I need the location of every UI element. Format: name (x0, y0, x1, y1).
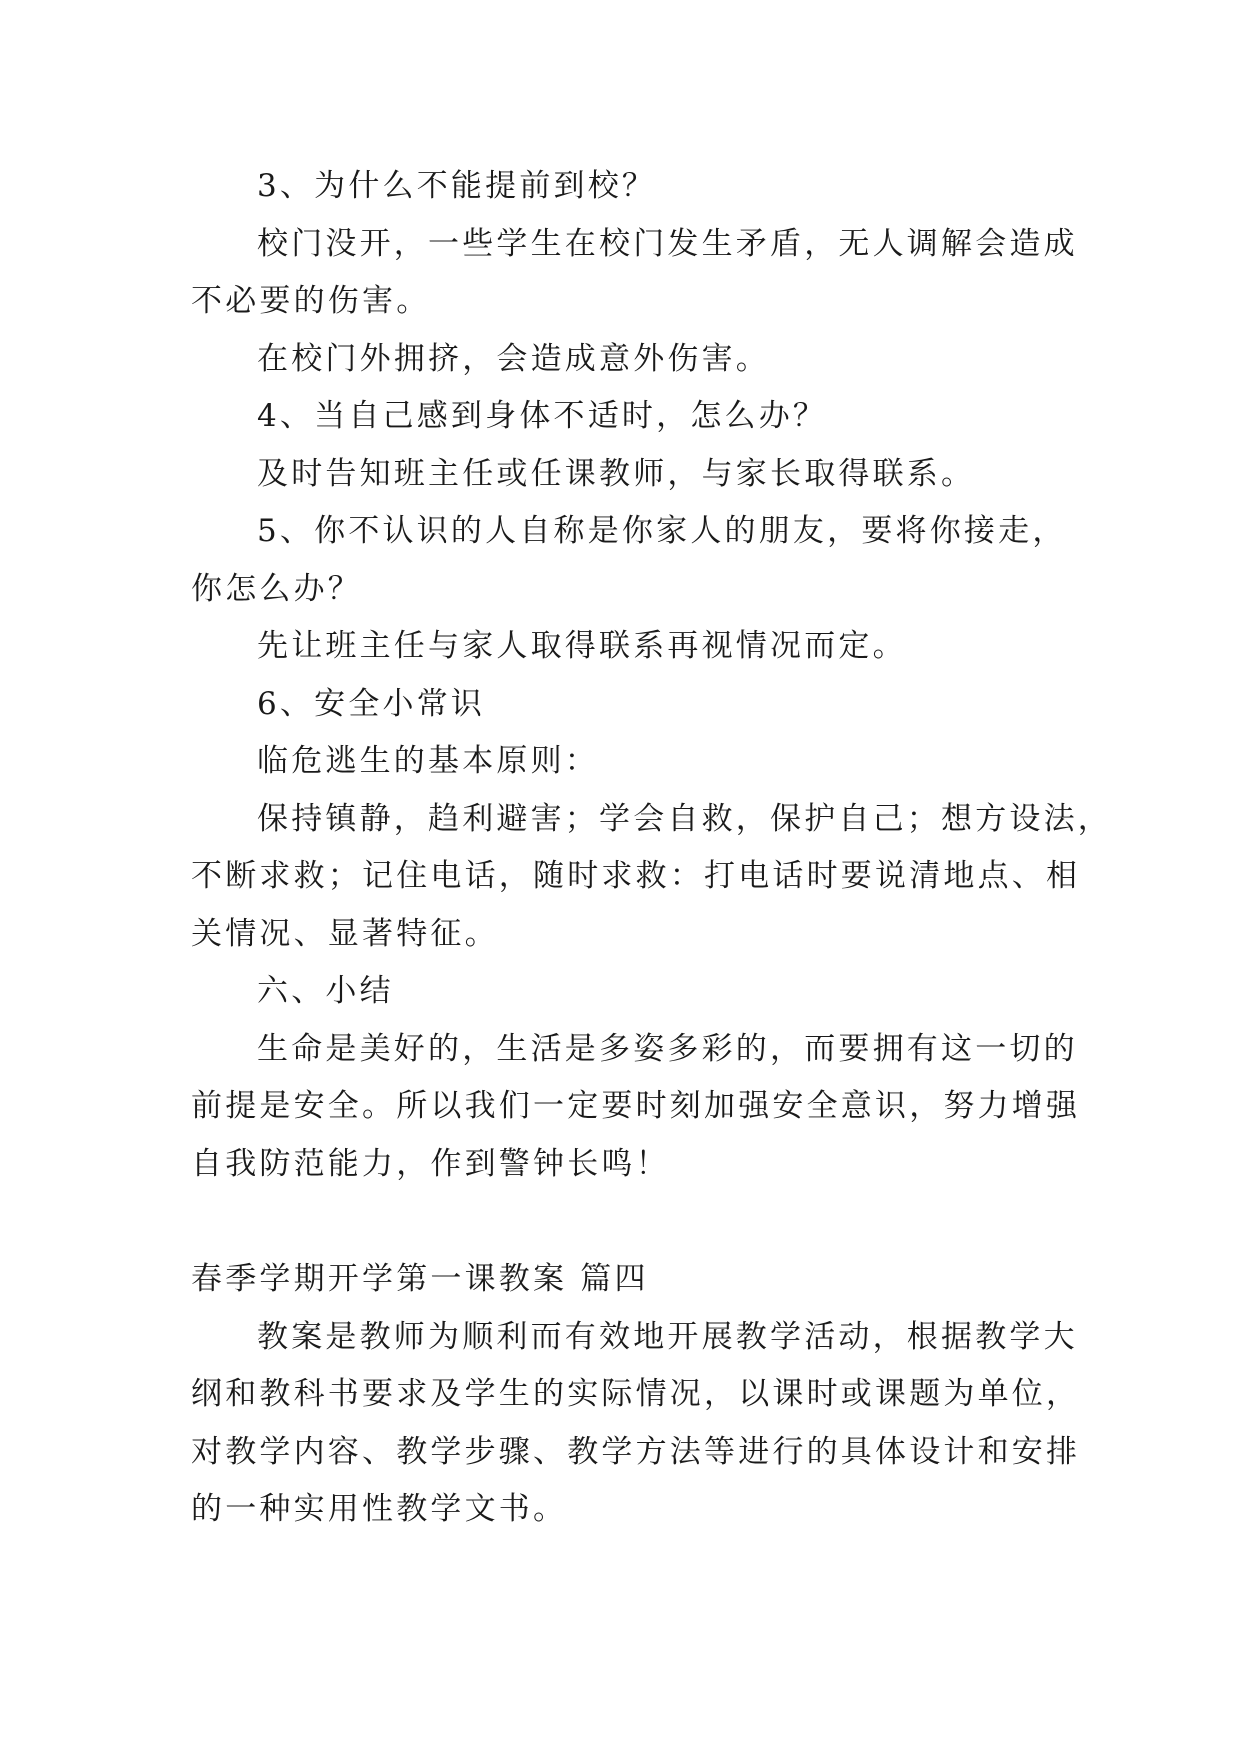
section-title-part-4: 春季学期开学第一课教案 篇四 (191, 1261, 649, 1297)
question-3: 3、为什么不能提前到校？ (257, 168, 657, 204)
summary-line-2: 前提是安全。所以我们一定要时刻加强安全意识，努力增强 (191, 1088, 1081, 1124)
summary-heading: 六、小结 (257, 973, 394, 1009)
escape-principles-line-3: 关情况、显著特征。 (191, 916, 499, 952)
question-4: 4、当自己感到身体不适时，怎么办？ (257, 398, 828, 434)
summary-line-3: 自我防范能力，作到警钟长鸣！ (191, 1146, 670, 1182)
answer-5: 先让班主任与家人取得联系再视情况而定。 (257, 628, 907, 664)
question-5-line-2: 你怎么办？ (191, 571, 362, 607)
summary-line-1: 生命是美好的，生活是多姿多彩的，而要拥有这一切的 (257, 1031, 1078, 1067)
intro-line-2: 纲和教科书要求及学生的实际情况，以课时或课题为单位， (191, 1376, 1081, 1412)
intro-line-1: 教案是教师为顺利而有效地开展教学活动，根据教学大 (257, 1319, 1078, 1355)
intro-line-4: 的一种实用性教学文书。 (191, 1491, 568, 1527)
intro-line-3: 对教学内容、教学步骤、教学方法等进行的具体设计和安排 (191, 1434, 1081, 1470)
escape-principles-heading: 临危逃生的基本原则： (257, 743, 599, 779)
answer-4: 及时告知班主任或任课教师，与家长取得联系。 (257, 456, 976, 492)
answer-3-line-2: 不必要的伤害。 (191, 283, 431, 319)
answer-3-line-1: 校门没开，一些学生在校门发生矛盾，无人调解会造成 (257, 226, 1078, 262)
question-5-line-1: 5、你不认识的人自称是你家人的朋友，要将你接走， (257, 513, 1067, 549)
answer-3-extra: 在校门外拥挤，会造成意外伤害。 (257, 341, 770, 377)
escape-principles-line-1: 保持镇静，趋利避害；学会自救，保护自己；想方设法， (257, 801, 1112, 837)
escape-principles-line-2: 不断求救；记住电话，随时求救：打电话时要说清地点、相 (191, 858, 1081, 894)
section-6-heading: 6、安全小常识 (257, 686, 486, 722)
